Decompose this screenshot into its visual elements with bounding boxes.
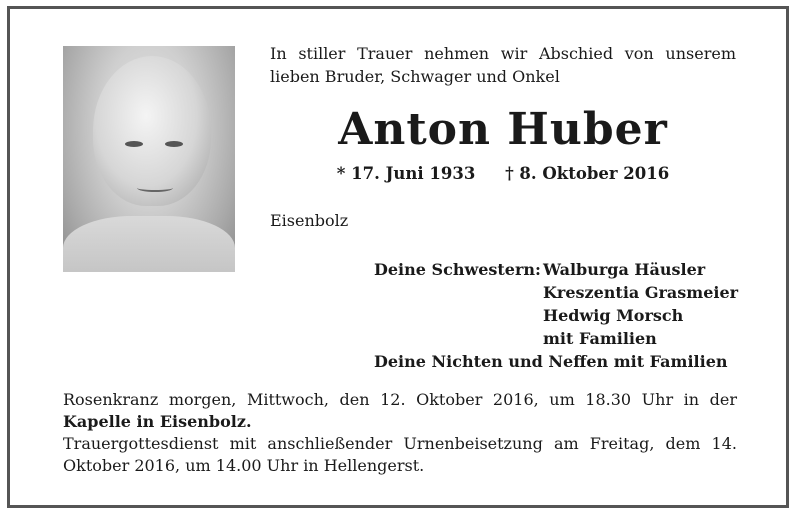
family-names xyxy=(543,258,738,350)
family-name: Hedwig Morsch xyxy=(543,306,684,325)
family-label: Deine Schwestern: xyxy=(374,260,541,279)
death-date: † 8. Oktober 2016 xyxy=(505,164,670,183)
hometown: Eisenbolz xyxy=(270,211,349,230)
birth-date: * 17. Juni 1933 xyxy=(336,164,476,183)
portrait-mouth xyxy=(137,184,173,192)
portrait-eye-left xyxy=(125,141,143,147)
rosary-text: Rosenkranz morgen, Mittwoch, den 12. Oktober 2016, um 18.30 Uhr in der xyxy=(63,390,737,409)
family-extra: Deine Nichten und Neffen mit Familien xyxy=(374,352,728,371)
family-name: mit Familien xyxy=(543,329,657,348)
family-name: Walburga Häusler xyxy=(543,260,706,279)
portrait-shoulders xyxy=(63,216,235,272)
service-text: Trauergottesdienst mit anschließender Urnenbeisetzung am Freitag, dem 14. Oktober 2016, um 14.00 Uhr in Hellengerst. xyxy=(63,434,737,475)
portrait-eye-right xyxy=(165,141,183,147)
family-name: Kreszentia Grasmeier xyxy=(543,283,739,302)
life-dates xyxy=(270,164,736,183)
portrait-photo xyxy=(63,46,235,272)
service-info xyxy=(63,389,737,477)
rosary-location: Kapelle in Eisenbolz. xyxy=(63,412,252,431)
deceased-name: Anton Huber xyxy=(338,104,668,155)
intro-text: In stiller Trauer nehmen wir Abschied von unserem lieben Bruder, Schwager und Onkel xyxy=(270,44,736,86)
